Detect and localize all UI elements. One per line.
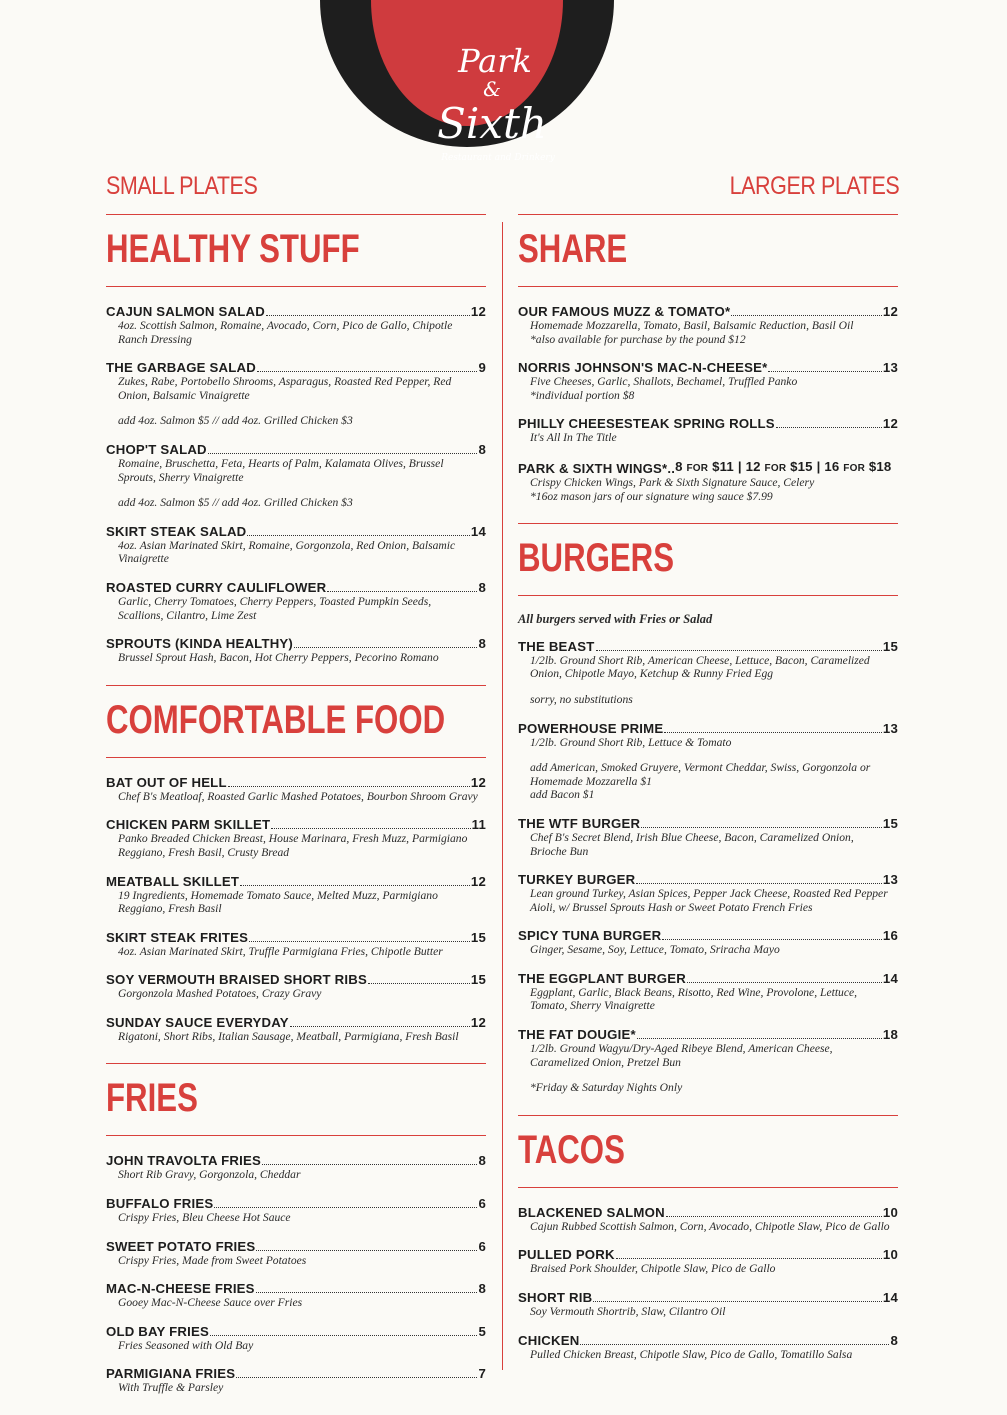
menu-item-name: JOHN TRAVOLTA FRIES [106,1153,261,1169]
menu-item-price: 8 [478,441,486,457]
section-burgers [518,523,898,1115]
menu-item [518,459,898,503]
logo-word-park: Park [458,42,532,80]
menu-item-leader-dots [210,1335,477,1336]
menu-item-leader-dots [368,983,470,984]
menu-item-line [518,1027,898,1042]
menu-item-price: 15 [470,929,486,945]
menu-item-line [106,524,486,539]
menu-item-price: 9 [478,360,486,376]
menu-item-line [518,416,898,431]
section-spacer [518,1375,898,1381]
menu-item-leader-dots [666,1216,882,1217]
menu-item [106,1196,486,1225]
menu-item-name: MEATBALL SKILLET [106,873,240,889]
menu-item-addon-note: *Friday & Saturday Nights Only [530,1081,683,1095]
menu-item-description: Crispy Fries, Bleu Cheese Hot Sauce [118,1211,291,1225]
menu-item [106,360,486,428]
menu-item-name: BAT OUT OF HELL [106,774,227,790]
section-rule-top [106,214,486,215]
menu-item-price: 12 [882,304,898,319]
menu-item-line [518,928,898,943]
menu-item [106,524,486,566]
menu-item-price-tiers: 8 FOR $11 | 12 FOR $15 | 16 FOR $18 [675,458,892,474]
menu-item-line [518,1333,898,1348]
menu-item-price: 12 [470,1014,486,1030]
menu-item-description: Crispy Chicken Wings, Park & Sixth Signature Sauce, Celery [530,475,815,489]
logo-tagline: Restaurant and Drinkery [441,153,555,163]
menu-item [106,874,486,916]
menu-item-line [106,1196,486,1211]
menu-item-line [106,360,486,375]
menu-item [106,580,486,622]
menu-item-list [518,1188,898,1361]
menu-item-leader-dots [687,982,882,983]
menu-item-description: 1/2lb. Ground Short Rib, American Cheese, Lettuce, Bacon, Caramelized Onion, Chipotle Mayo, Ketchup & Runny Fried Egg [530,653,870,681]
menu-item-description: Fries Seasoned with Old Bay [118,1338,254,1352]
menu-item [106,972,486,1001]
menu-item-leader-dots [664,732,882,733]
section-title: COMFORTABLE FOOD [106,697,446,742]
menu-item-leader-dots [266,315,470,316]
menu-item-addon-note: add Bacon $1 [530,788,595,802]
menu-item-description: It's All In The Title [530,431,617,445]
menu-item-description: Gorgonzola Mashed Potatoes, Crazy Gravy [118,987,322,1001]
menu-item-name: CHICKEN [518,1332,580,1348]
menu-item [518,1205,898,1234]
menu-item [518,1247,898,1276]
menu-item-price: 6 [478,1238,486,1254]
menu-item-addon-note: add 4oz. Salmon $5 // add 4oz. Grilled Chicken $3 [118,414,353,428]
menu-item-leader-dots [580,1344,889,1345]
menu-item-leader-dots [616,1258,882,1259]
menu-item-line [106,930,486,945]
menu-item-description: Crispy Fries, Made from Sweet Potatoes [118,1253,307,1267]
menu-item-description: 1/2lb. Ground Wagyu/Dry-Aged Ribeye Blend, American Cheese, Caramelized Onion, Pretzel Bun [530,1042,833,1069]
section-rule-top [518,1115,898,1116]
menu-item-price: 8 [478,636,486,652]
menu-item-line [106,580,486,595]
price-tier-for: FOR [764,462,787,474]
menu-item [106,636,486,665]
section-healthy-stuff [106,214,486,685]
menu-item-name: NORRIS JOHNSON'S MAC-N-CHEESE* [518,360,768,376]
menu-item-price: 14 [470,523,486,539]
menu-item-price: 12 [470,304,486,319]
menu-item-description: Soy Vermouth Shortrib, Slaw, Cilantro Oil [530,1305,726,1319]
menu-item-name: CAJUN SALMON SALAD [106,304,265,319]
section-comfortable-food [106,685,486,1064]
menu-item-line [106,1015,486,1030]
menu-item-name: THE BEAST [518,638,595,654]
menu-item-price: 18 [882,1027,898,1043]
section-rule-top [518,214,898,215]
menu-item-leader-dots [637,1038,882,1039]
menu-item-name: SOY VERMOUTH BRAISED SHORT RIBS [106,972,367,988]
menu-item-description: Panko Breaded Chicken Breast, House Marinara, Fresh Muzz, Parmigiano Reggiano, Fresh Basil, Crusty Bread [118,832,468,859]
menu-item-leader-dots [257,371,478,372]
menu-item [106,442,486,510]
menu-item-line [106,304,486,319]
menu-item-name: THE WTF BURGER [518,815,641,831]
larger-plates-column [518,214,898,1381]
menu-item-line [518,639,898,654]
menu-item-name: PARMIGIANA FRIES [106,1366,236,1382]
logo-ampersand: & [483,77,501,101]
menu-item-price: 10 [882,1204,898,1220]
menu-item [518,816,898,858]
logo-word-sixth: Sixth [437,99,547,148]
menu-item-line [518,816,898,831]
menu-item-line [106,1281,486,1296]
section-tacos [518,1115,898,1381]
menu-item-line [106,775,486,790]
menu-item-description: With Truffle & Parsley [118,1381,224,1395]
menu-item-description: Eggplant, Garlic, Black Beans, Risotto, Red Wine, Provolone, Lettuce, Tomato, Sherry Vinaigrette [530,985,858,1013]
menu-item-footnote: *16oz mason jars of our signature wing sauce $7.99 [530,489,773,503]
menu-item-leader-dots [262,1164,477,1165]
menu-item-description: 19 Ingredients, Homemade Tomato Sauce, Melted Muzz, Parmigiano Reggiano, Fresh Basil [118,888,438,916]
menu-item [106,817,486,859]
menu-item-leader-dots [256,1292,478,1293]
menu-item-leader-dots [247,535,470,536]
menu-item-leader-dots [214,1207,477,1208]
menu-item-leader-dots [294,647,477,648]
menu-item-description: Brussel Sprout Hash, Bacon, Hot Cherry Peppers, Pecorino Romano [118,651,439,665]
menu-item-description: Short Rib Gravy, Gorgonzola, Cheddar [118,1168,301,1182]
menu-item-price: 8 [478,579,486,595]
menu-item-line [518,1247,898,1262]
menu-item-addon-note: sorry, no substitutions [530,692,633,706]
menu-item-name: SUNDAY SAUCE EVERYDAY [106,1014,289,1030]
menu-item-leader-dots [290,1026,470,1027]
menu-item-description: Ginger, Sesame, Soy, Lettuce, Tomato, Sriracha Mayo [530,943,780,957]
menu-item [518,639,898,707]
menu-item [106,1153,486,1182]
menu-item [106,775,486,804]
menu-item-price: 13 [882,872,898,888]
menu-item-price: 12 [470,873,486,889]
menu-item-price: 13 [882,360,898,376]
menu-item-description: Garlic, Cherry Tomatoes, Cherry Peppers, Toasted Pumpkin Seeds, Scallions, Cilantro, Lime Zest [118,594,432,622]
menu-item-leader-dots [240,885,470,886]
menu-item-name: POWERHOUSE PRIME [518,720,664,736]
small-plates-column [106,214,486,1415]
menu-item-line [518,459,898,476]
section-title: SHARE [518,227,628,271]
menu-item-line [518,721,898,736]
menu-item-price: 6 [478,1196,486,1212]
menu-item-name: MAC-N-CHEESE FRIES [106,1281,255,1297]
menu-item-line [106,1324,486,1339]
menu-item-description: Gooey Mac-N-Cheese Sauce over Fries [118,1296,303,1310]
menu-item-name: BUFFALO FRIES [106,1196,214,1212]
menu-item [106,304,486,346]
section-share [518,214,898,523]
menu-item-price: 15 [882,638,898,654]
menu-item-name: ROASTED CURRY CAULIFLOWER [106,579,327,595]
menu-item-footnote: *also available for purchase by the pound $12 [530,332,746,346]
menu-item-description: Cajun Rubbed Scottish Salmon, Corn, Avocado, Chipotle Slaw, Pico de Gallo [530,1219,890,1233]
menu-item-description: Rigatoni, Short Ribs, Italian Sausage, Meatball, Parmigiana, Fresh Basil [118,1029,459,1043]
menu-item-footnote: *individual portion $8 [530,388,635,402]
menu-item-description: Zukes, Rabe, Portobello Shrooms, Asparagus, Roasted Red Pepper, Red Onion, Balsamic Vinaigrette [118,375,452,402]
menu-item [106,1366,486,1395]
menu-item [106,1239,486,1268]
menu-item-name: SPICY TUNA BURGER [518,928,662,944]
menu-item-price: 15 [882,815,898,831]
menu-item-list [106,758,486,1044]
menu-item-line [106,972,486,987]
menu-item-line [518,971,898,986]
menu-item [518,1333,898,1362]
menu-item-line [518,304,898,319]
menu-item-name: THE FAT DOUGIE* [518,1027,636,1043]
menu-item-price: 11 [471,817,486,833]
menu-item-name: OUR FAMOUS MUZZ & TOMATO* [518,304,731,319]
menu-item-description: Pulled Chicken Breast, Chipotle Slaw, Pico de Gallo, Tomatillo Salsa [530,1347,853,1361]
menu-item-name: OLD BAY FRIES [106,1323,209,1339]
menu-item-addon-note: add American, Smoked Gruyere, Vermont Cheddar, Swiss, Gorgonzola or Homemade Mozzarella $1 [530,761,871,788]
menu-item-line [106,1239,486,1254]
menu-item-price: 5 [478,1323,486,1339]
menu-item-name: SHORT RIB [518,1290,593,1306]
section-spacer [106,1409,486,1415]
menu-item-description: 4oz. Asian Marinated Skirt, Romaine, Gorgonzola, Red Onion, Balsamic Vinaigrette [118,538,456,566]
menu-item-leader-dots [776,427,882,428]
menu-item-price: 8 [890,1332,898,1348]
section-fries [106,1063,486,1415]
price-tier-for: FOR [686,462,709,474]
small-plates-heading: SMALL PLATES [106,172,258,200]
menu-item-line [518,1205,898,1220]
menu-item-description: Lean ground Turkey, Asian Spices, Pepper Jack Cheese, Roasted Red Pepper Aioli, w/ Brussel Sprouts Hash or Sweet Potato French Fries [530,887,888,914]
menu-item-price: 8 [478,1153,486,1169]
menu-item-price: 15 [470,972,486,988]
menu-item-leader-dots [208,453,478,454]
menu-item-leader-dots [593,1301,882,1302]
section-title: FRIES [106,1076,198,1121]
menu-item-name: THE GARBAGE SALAD [106,360,256,376]
menu-item-list [106,1136,486,1395]
menu-item-line [106,442,486,457]
menu-item-leader-dots [641,827,882,828]
menu-item-name: CHICKEN PARM SKILLET [106,817,271,833]
menu-item [106,1324,486,1353]
menu-item-description: 4oz. Scottish Salmon, Romaine, Avocado, Corn, Pico de Gallo, Chipotle Ranch Dressing [118,319,453,346]
menu-item-line [106,1366,486,1381]
menu-item [518,928,898,957]
menu-item-leader-dots [228,786,470,787]
menu-item-name: PARK & SIXTH WINGS*.. [518,460,676,476]
menu-item-line [518,1290,898,1305]
menu-item-description: Five Cheeses, Garlic, Shallots, Bechamel, Truffled Panko [530,375,798,389]
menu-item-leader-dots [662,939,882,940]
menu-item [106,1281,486,1310]
menu-item [106,930,486,959]
menu-item-name: CHOP'T SALAD [106,441,207,457]
menu-item-description: Romaine, Bruschetta, Feta, Hearts of Palm, Kalamata Olives, Brussel Sprouts, Sherry Vinaigrette [118,456,444,484]
menu-item-name: BLACKENED SALMON [518,1204,665,1220]
menu-item-name: TURKEY BURGER [518,872,636,888]
menu-item-description: 1/2lb. Ground Short Rib, Lettuce & Tomato [530,735,732,749]
menu-item-price: 13 [882,720,898,736]
menu-item-leader-dots [256,1250,477,1251]
price-tier-for: FOR [843,462,865,474]
menu-item-name: SWEET POTATO FRIES [106,1238,256,1254]
menu-item-name: SKIRT STEAK SALAD [106,523,247,539]
menu-item [518,872,898,914]
menu-item-line [106,636,486,651]
menu-item [518,360,898,402]
menu-item-description: Chef B's Meatloaf, Roasted Garlic Mashed Potatoes, Bourbon Shroom Gravy [118,789,478,803]
restaurant-logo [320,0,614,184]
larger-plates-heading: LARGER PLATES [729,172,899,200]
menu-item-price: 8 [478,1281,486,1297]
menu-item [518,416,898,445]
menu-item-price: 14 [882,970,898,986]
menu-item-leader-dots [271,828,470,829]
menu-item-list [106,287,486,665]
column-divider [502,222,503,1370]
section-rule-top [106,1063,486,1064]
menu-item-line [106,817,486,832]
menu-item [518,1290,898,1319]
menu-item-line [106,1153,486,1168]
menu-item-leader-dots [596,650,882,651]
section-rule-top [518,523,898,524]
menu-item [518,721,898,802]
section-rule-top [106,685,486,686]
menu-item [518,971,898,1013]
menu-item-price: 12 [882,416,898,432]
menu-item-leader-dots [249,941,470,942]
menu-item-name: SKIRT STEAK FRITES [106,929,249,945]
menu-item-leader-dots [236,1377,477,1378]
menu-item-description: Braised Pork Shoulder, Chipotle Slaw, Pico de Gallo [530,1262,776,1276]
menu-item-price: 12 [470,774,486,790]
menu-item-list [518,596,898,1095]
menu-item-name: PULLED PORK [518,1247,615,1263]
menu-item [518,304,898,346]
section-title: HEALTHY STUFF [106,227,360,271]
section-intro: All burgers served with Fries or Salad [518,612,713,627]
menu-item-description: 4oz. Asian Marinated Skirt, Truffle Parmigiana Fries, Chipotle Butter [118,944,443,958]
menu-item-addon-note: add 4oz. Salmon $5 // add 4oz. Grilled Chicken $3 [118,496,353,510]
menu-item-line [106,874,486,889]
menu-item-description: Homemade Mozzarella, Tomato, Basil, Balsamic Reduction, Basil Oil [530,319,854,332]
menu-item [106,1015,486,1044]
menu-item-name: THE EGGPLANT BURGER [518,970,686,986]
menu-item-leader-dots [731,315,882,316]
menu-item-leader-dots [327,591,477,592]
menu-item-line [518,360,898,375]
menu-item-line [518,872,898,887]
menu-item-price: 14 [882,1290,898,1306]
menu-item-leader-dots [636,883,882,884]
menu-item-description: Chef B's Secret Blend, Irish Blue Cheese, Bacon, Caramelized Onion, Brioche Bun [530,830,854,858]
menu-item-price: 16 [882,928,898,944]
menu-item-name: SPROUTS (KINDA HEALTHY) [106,636,294,652]
menu-item-price: 10 [882,1247,898,1263]
section-title: BURGERS [518,536,675,581]
menu-item-list [518,287,898,503]
menu-item-name: PHILLY CHEESESTEAK SPRING ROLLS [518,416,775,432]
menu-item [518,1027,898,1095]
section-title: TACOS [518,1127,625,1172]
menu-item-leader-dots [768,371,881,372]
menu-item-price: 7 [478,1366,486,1382]
